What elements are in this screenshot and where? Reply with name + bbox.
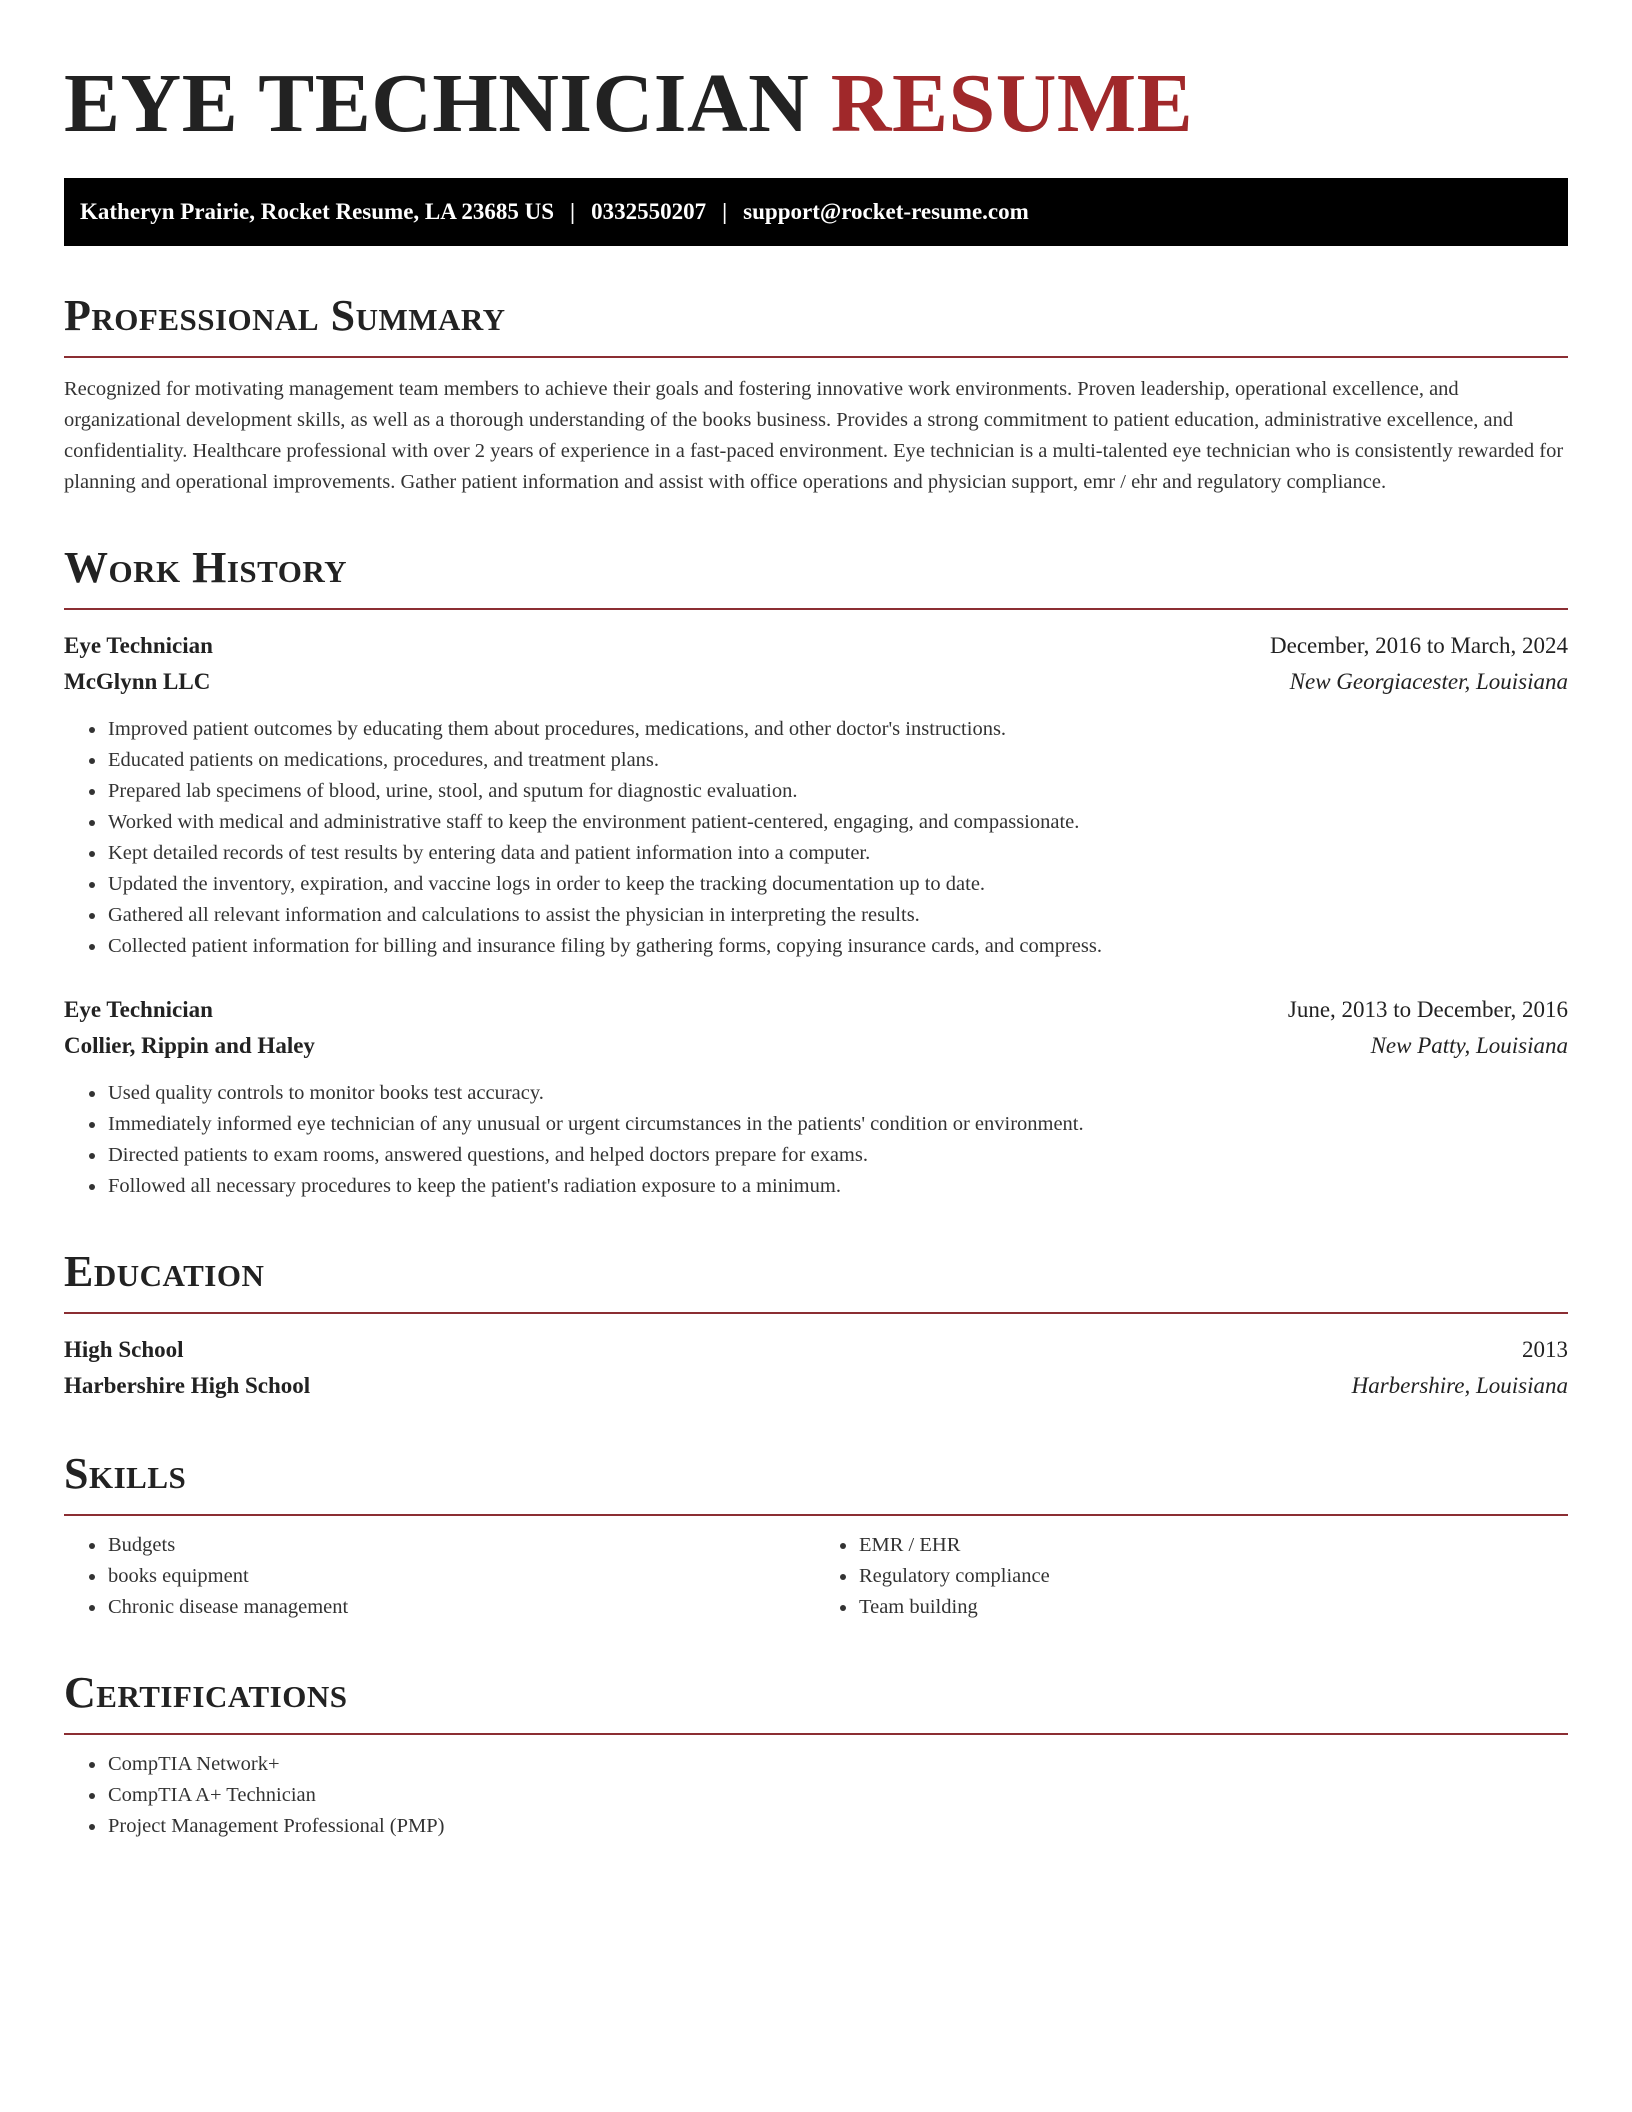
education-entry [64,1332,1568,1404]
contact-email[interactable]: support@rocket-resume.com [743,199,1029,224]
contact-separator: | [570,199,576,224]
skills-columns [64,1530,1568,1623]
title-main: EYE TECHNICIAN [64,57,810,150]
job-title: Eye Technician [64,997,213,1022]
section-title-work-history: Work History [64,543,348,592]
contact-address: Katheryn Prairie, Rocket Resume, LA 23685 US [80,199,554,224]
list-item: • Educated patients on medications, procedures, and treatment plans. [107,745,1568,776]
list-item: • Worked with medical and administrative staff to keep the environment patient-centered, engaging, and compassionate. [107,807,1568,838]
list-item: • books equipment [107,1561,817,1592]
work-history-section [64,542,1568,1202]
job-company: McGlynn LLC [64,669,211,694]
skills-section [64,1448,1568,1623]
certifications-section [64,1667,1568,1842]
job-location: New Patty, Louisiana [1370,1033,1568,1058]
list-item: • Improved patient outcomes by educating them about procedures, medications, and other doctor's instructions. [107,714,1568,745]
list-item: • Project Management Professional (PMP) [107,1811,1568,1842]
education-degree: High School [64,1337,184,1362]
list-item: • Kept detailed records of test results by entering data and patient information into a computer. [107,838,1568,869]
list-item: • EMR / EHR [858,1530,1568,1561]
resume-page [64,0,1568,1842]
section-title-education: Education [64,1247,265,1296]
education-year: 2013 [1522,1337,1568,1362]
summary-section [64,290,1568,498]
resume-title [64,56,1568,152]
list-item: • Followed all necessary procedures to keep the patient's radiation exposure to a minimum. [107,1171,1568,1202]
skills-list-right [817,1530,1568,1623]
certifications-list [64,1749,1568,1842]
list-item: • Budgets [107,1530,817,1561]
section-divider [64,356,1568,358]
job-subheader [64,664,1568,700]
job-company: Collier, Rippin and Haley [64,1033,315,1058]
job-header [64,992,1568,1028]
job-title: Eye Technician [64,633,213,658]
job-location: New Georgiacester, Louisiana [1289,669,1568,694]
list-item: • Chronic disease management [107,1592,817,1623]
list-item: • Used quality controls to monitor books test accuracy. [107,1078,1568,1109]
section-divider [64,1733,1568,1735]
title-accent: RESUME [830,57,1194,150]
section-title-certifications: Certifications [64,1668,348,1717]
contact-phone: 0332550207 [591,199,707,224]
list-item: • Regulatory compliance [858,1561,1568,1592]
skills-list-left [64,1530,817,1623]
contact-bar [64,178,1568,246]
job-bullets [64,714,1568,962]
list-item: • Prepared lab specimens of blood, urine, stool, and sputum for diagnostic evaluation. [107,776,1568,807]
education-school: Harbershire High School [64,1373,311,1398]
list-item: • Collected patient information for billing and insurance filing by gathering forms, copying insurance cards, and compress. [107,931,1568,962]
education-header [64,1332,1568,1368]
list-item: • Updated the inventory, expiration, and vaccine logs in order to keep the tracking documentation up to date. [107,869,1568,900]
list-item: • Gathered all relevant information and calculations to assist the physician in interpreting the results. [107,900,1568,931]
education-section [64,1246,1568,1404]
section-divider [64,1312,1568,1314]
summary-text: Recognized for motivating management team members to achieve their goals and fostering innovative work environments. Proven leadership, operational excellence, and organizational development skills, as well as a thorough understanding of the books business. Provides a strong commitment to patient education, administrative excellence, and confidentiality. Healthcare professional with over 2 years of experience in a fast-paced environment. Eye technician is a multi-talented eye technician who is consistently rewarded for planning and operational improvements. Gather patient information and assist with office operations and physician support, emr / ehr and regulatory compliance. [64,378,1564,493]
contact-separator: | [722,199,728,224]
job-entry [64,992,1568,1202]
section-divider [64,1514,1568,1516]
education-subheader [64,1368,1568,1404]
education-location: Harbershire, Louisiana [1351,1373,1568,1398]
list-item: • Directed patients to exam rooms, answered questions, and helped doctors prepare for exams. [107,1140,1568,1171]
job-dates: June, 2013 to December, 2016 [1287,997,1568,1022]
job-header [64,628,1568,664]
job-bullets [64,1078,1568,1202]
section-title-skills: Skills [64,1449,187,1498]
list-item: • Team building [858,1592,1568,1623]
list-item: • CompTIA Network+ [107,1749,1568,1780]
section-title-summary: Professional Summary [64,291,506,340]
list-item: • CompTIA A+ Technician [107,1780,1568,1811]
section-divider [64,608,1568,610]
list-item: • Immediately informed eye technician of any unusual or urgent circumstances in the patients' condition or environment. [107,1109,1568,1140]
job-entry [64,628,1568,962]
job-dates: December, 2016 to March, 2024 [1270,633,1568,658]
job-subheader [64,1028,1568,1064]
